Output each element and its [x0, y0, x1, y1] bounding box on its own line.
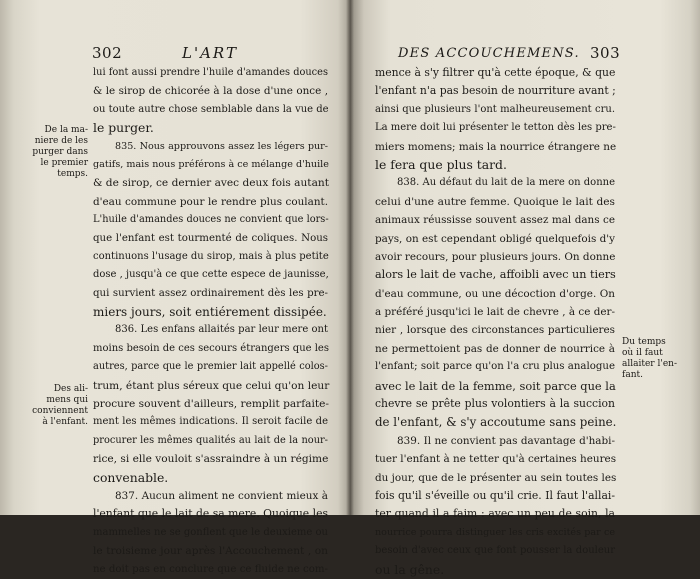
side-note-line: Du temps [622, 337, 666, 347]
text-line: autres, parce que le premier lait appellé colos- [93, 361, 328, 373]
left-page [0, 0, 352, 575]
text-line: le purger. [93, 120, 154, 136]
text-line: mence à s'y filtrer qu'à cette époque, & que [375, 66, 616, 79]
text-line: l'enfant; soit parce qu'on l'a cru plus analogue [375, 361, 615, 373]
side-note-line: conviennent [32, 406, 88, 416]
text-line: & de sirop, ce dernier avec deux fois autant [93, 177, 329, 190]
text-line: 837. Aucun aliment ne convient mieux à [115, 489, 328, 502]
text-line: ter quand il a faim : avec un peu de soin, la [375, 507, 615, 521]
text-line: L'huile d'amandes douces ne convient que lors- [93, 214, 329, 226]
text-line: & le sirop de chicorée à la dose d'une once , [93, 85, 328, 98]
text-line: besoin d'avec ceux que font pousser la douleur [375, 545, 615, 557]
side-note-aliments [30, 384, 88, 428]
side-note-line: temps. [57, 169, 88, 179]
text-line: le fera que plus tard. [375, 156, 507, 172]
text-line: gatifs, mais nous préférons à ce mélange d'huile [93, 158, 329, 170]
text-line: nier , lorsque des circonstances particulieres [375, 324, 615, 337]
text-line: fois qu'il s'éveille ou qu'il crie. Il faut l'allai- [375, 488, 615, 502]
text-line: 835. Nous approuvons assez les légers pur- [115, 140, 328, 152]
text-line: lui font aussi prendre l'huile d'amandes douces [93, 67, 328, 78]
text-line: tuer l'enfant à ne tetter qu'à certaines heures [375, 453, 617, 466]
side-note-allaiter [622, 337, 686, 381]
text-line: chevre se prête plus volontiers à la succion [375, 397, 615, 411]
text-line: celui d'une autre femme. Quoique le lait des [375, 195, 615, 208]
side-note-line: Des ali- [53, 384, 88, 394]
text-line: dose , jusqu'à ce que cette espece de jaunisse, [93, 269, 329, 281]
text-line: 836. Les enfans allaités par leur mere ont [115, 324, 328, 336]
text-line: rice, si elle vouloit s'assraindre à un régime [93, 453, 329, 466]
running-head-right: DES ACCOUCHEMENS. [398, 46, 580, 61]
side-note-purge [30, 125, 88, 180]
text-line: continuons l'usage du sirop, mais à plus petite [93, 250, 329, 262]
side-note-line: purger dans [32, 147, 88, 157]
text-line: d'eau commune, ou une décoction d'orge. On [375, 287, 615, 300]
page-number-right: 303 [590, 44, 621, 62]
text-line: ou toute autre chose semblable dans la vue de [93, 103, 329, 115]
text-line: ne permettoient pas de donner de nourrice à [375, 342, 615, 355]
page-number-left: 302 [92, 44, 123, 62]
text-line: l'enfant que le lait de sa mere. Quoique les [93, 507, 329, 521]
text-line: procure souvent d'ailleurs, remplit parfaite- [93, 398, 329, 411]
side-note-line: le premier [40, 158, 88, 168]
running-head-left: L'ART [182, 44, 238, 62]
left-body-text [93, 64, 328, 579]
side-note-line: allaiter l'en- [622, 359, 677, 369]
text-line: de l'enfant, & s'y accoutume sans peine. [375, 415, 617, 430]
text-line: ment les mêmes indications. Il seroit facile de [93, 416, 328, 428]
side-note-line: où il faut [622, 348, 663, 358]
side-note-line: De la ma- [44, 125, 88, 135]
text-line: trum, étant plus séreux que celui qu'on leur [93, 379, 330, 392]
text-line: nourrice pourra distinguer les cris excités par ce [375, 526, 615, 538]
side-note-line: mens qui [46, 395, 88, 405]
text-line: avec le lait de la femme, soit parce que la [375, 378, 616, 393]
text-line: l'enfant n'a pas besoin de nourriture avant ; [375, 84, 616, 98]
text-line: miers momens; mais la nourrice étrangere ne [375, 140, 617, 153]
text-line: procurer les mêmes qualités au lait de la nour- [93, 434, 328, 446]
side-note-line: niere de les [34, 136, 88, 146]
text-line: d'eau commune pour le rendre plus coulant. [93, 195, 328, 208]
text-line: ne doit pas en conclure que ce fluide ne com- [93, 563, 328, 575]
text-line: La mere doit lui présenter le tetton dès les pre- [375, 122, 616, 134]
text-line: 839. Il ne convient pas davantage d'habi- [397, 434, 615, 447]
text-line: alors le lait de vache, affoibli avec un tiers [375, 268, 616, 282]
text-line: le troisieme jour après l'Accouchement , on [93, 545, 328, 558]
text-line: ainsi que plusieurs l'ont malheureusement cru. [375, 103, 615, 115]
text-line: a préféré jusqu'ici le lait de chevre , à ce der- [375, 306, 615, 319]
text-line: du jour, que de le présenter au sein toutes les [375, 471, 617, 484]
text-line: pays, on est cependant obligé quelquefois d'y [375, 232, 615, 245]
book-gutter [346, 0, 354, 515]
text-line: moins besoin de ces secours étrangers que les [93, 342, 329, 354]
side-note-line: fant. [622, 370, 643, 380]
side-note-line: à l'enfant. [42, 417, 88, 427]
text-line: miers jours, soit entiérement dissipée. [93, 305, 327, 320]
text-line: avoir recours, pour plusieurs jours. On donne [375, 250, 616, 263]
text-line: convenable. [93, 469, 169, 485]
text-line: 838. Au défaut du lait de la mere on donne [397, 177, 615, 189]
text-line: animaux réussisse souvent assez mal dans ce [375, 214, 615, 227]
right-body-text [375, 64, 615, 579]
text-line: mammelles ne se gonflent que le deuxieme ou [93, 526, 328, 538]
text-line: qui survient assez ordinairement dès les pre- [93, 287, 328, 299]
text-line: ou la gêne. [375, 561, 445, 577]
text-line: que l'enfant est tourmenté de coliques. Nous [93, 232, 328, 244]
right-page [350, 0, 700, 577]
